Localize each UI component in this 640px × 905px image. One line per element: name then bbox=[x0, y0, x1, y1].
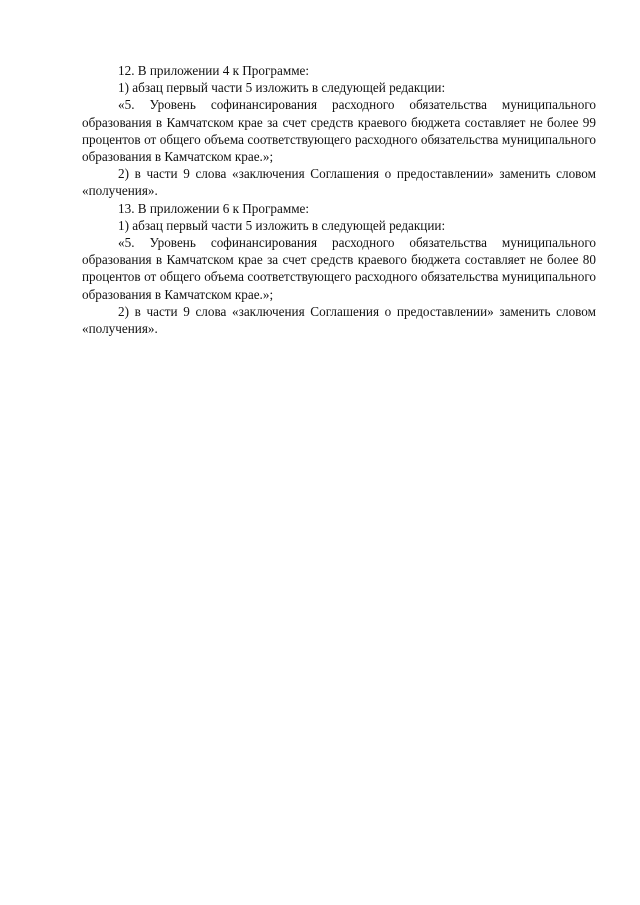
item-12-subitem-2: 2) в части 9 слова «заключения Соглашения о предоставлении» заменить словом «получения». bbox=[82, 166, 596, 199]
item-13-subitem-2: 2) в части 9 слова «заключения Соглашения о предоставлении» заменить словом «получения». bbox=[82, 303, 596, 337]
item-13-subitem-1: 1) абзац первый части 5 изложить в следующей редакции: bbox=[118, 217, 446, 233]
item-12-heading: 12. В приложении 4 к Программе: bbox=[118, 63, 310, 78]
item-13-quoted-text: «5. Уровень софинансирования расходного обязательства муниципального образования в Камчатском крае за счет средств краевого бюджета составляет не более 80 процентов от общего объема соответствующего расходного обязательства муниципального образования в Камчатском крае.»; bbox=[82, 235, 596, 302]
item-12-subitem-1: 1) абзац первый части 5 изложить в следующей редакции: bbox=[118, 80, 446, 96]
document-body bbox=[82, 62, 596, 337]
item-13-heading: 13. В приложении 6 к Программе: bbox=[118, 200, 310, 216]
item-12-quoted-text: «5. Уровень софинансирования расходного обязательства муниципального образования в Камчатском крае за счет средств краевого бюджета составляет не более 99 процентов от общего объема соответствующего расходного обязательства муниципального образования в Камчатском крае.»; bbox=[82, 97, 596, 165]
